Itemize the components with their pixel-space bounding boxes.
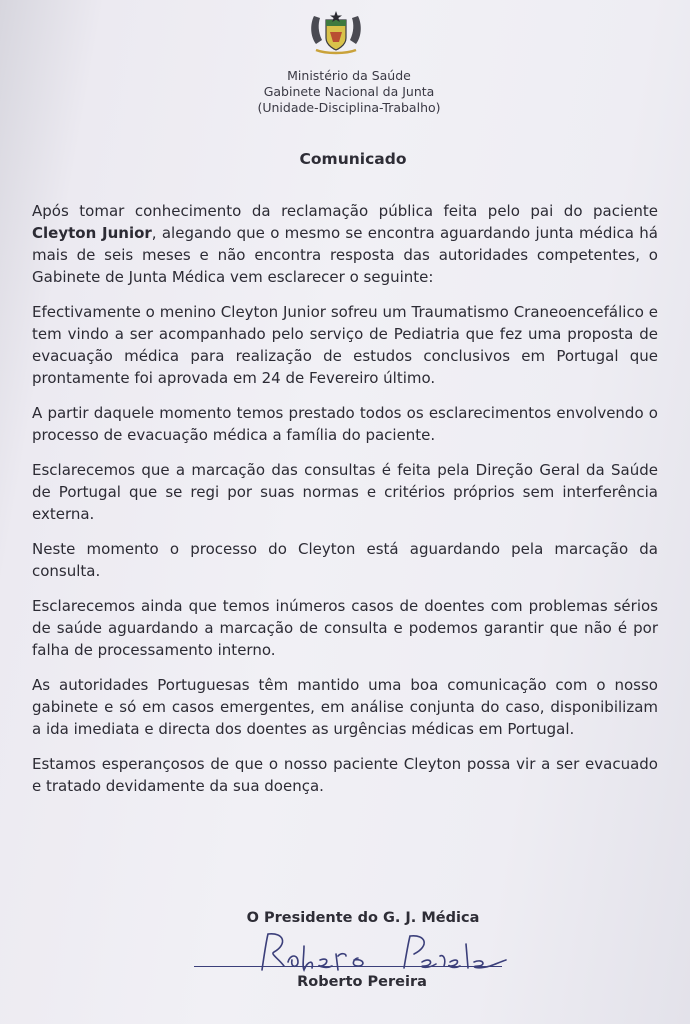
paragraph-7: As autoridades Portuguesas têm mantido uma boa comunicação com o nosso gabinete e só em casos emergentes, em análise conjunta do caso, disponibilizam a ida imediata e directa dos doentes as urgências médicas em Portugal.: [32, 676, 658, 738]
paragraph-1: [32, 200, 658, 288]
patient-name: Cleyton Junior: [32, 224, 152, 242]
signatory-role: O Presidente do G. J. Médica: [246, 910, 480, 926]
paragraph-8: Estamos esperançosos de que o nosso paciente Cleyton possa vir a ser evacuado e tratado devidamente da sua doença.: [32, 755, 658, 795]
paragraph-6: Esclarecemos ainda que temos inúmeros casos de doentes com problemas sérios de saúde aguardando a marcação de consulta e podemos garantir que não é por falha de processamento interno.: [32, 597, 658, 659]
paragraph-1-rest: , alegando que o mesmo se encontra aguardando junta médica há mais de seis meses e não encontra resposta das autoridades competentes, o Gabinete de Junta Médica vem esclarecer o seguinte:: [32, 224, 658, 286]
paragraph-3: A partir daquele momento temos prestado todos os esclarecimentos envolvendo o processo de evacuação médica a família do paciente.: [32, 404, 658, 444]
signature-line: [194, 966, 502, 967]
handwritten-signature: [254, 926, 514, 978]
document-body: [32, 200, 658, 810]
letterhead: [0, 68, 690, 116]
national-coat-of-arms-icon: [306, 10, 366, 56]
signatory-name: Roberto Pereira: [297, 974, 427, 990]
ministry-name: Ministério da Saúde: [287, 68, 411, 83]
paragraph-5: Neste momento o processo do Cleyton está aguardando pela marcação da consulta.: [32, 540, 658, 580]
paragraph-2: Efectivamente o menino Cleyton Junior sofreu um Traumatismo Craneoencefálico e tem vindo a ser acompanhado pelo serviço de Pediatria que fez uma proposta de evacuação médica para realização de estudos conclusivos em Portugal que prontamente foi aprovada em 24 de Fevereiro último.: [32, 303, 658, 387]
signature-block: [190, 910, 510, 990]
motto: (Unidade-Disciplina-Trabalho): [257, 100, 441, 115]
paragraph-4: Esclarecemos que a marcação das consultas é feita pela Direção Geral da Saúde de Portugal que se regi por suas normas e critérios próprios sem interferência externa.: [32, 461, 658, 523]
paragraph-1-intro: Após tomar conhecimento da reclamação pública feita pelo pai do paciente: [32, 202, 658, 220]
document-title: Comunicado: [299, 150, 407, 168]
office-name: Gabinete Nacional da Junta: [263, 84, 435, 99]
